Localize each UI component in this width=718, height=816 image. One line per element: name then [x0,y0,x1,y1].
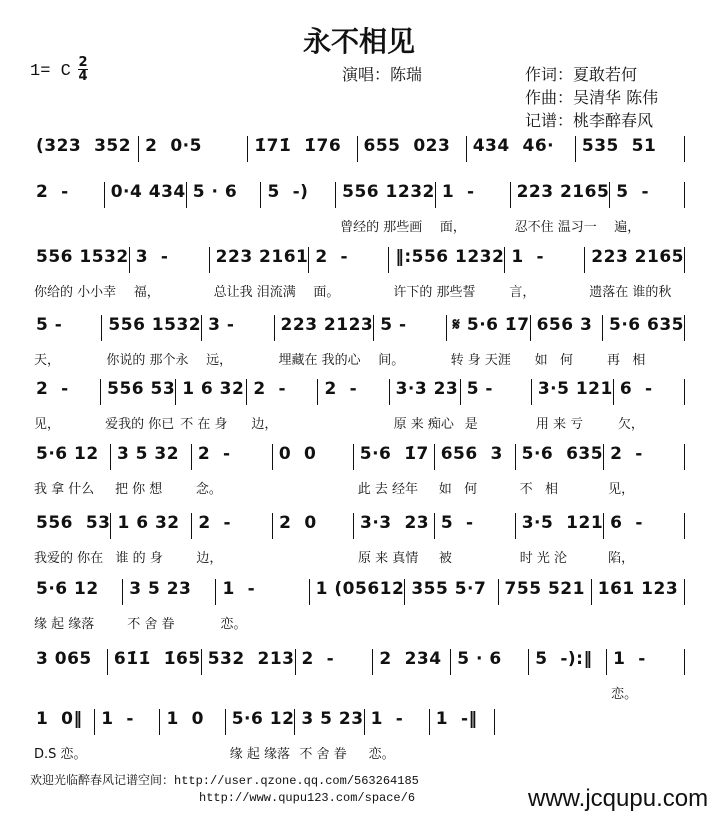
measure [365,709,430,762]
measure-notes: 2 - [610,444,643,464]
measure-notes: 3 5 32 [116,444,180,464]
measure-notes: 61̇1̇ 1̇65 [113,649,201,669]
measure-notes: 556 1232 [342,182,435,202]
lyric: 不 相 [519,482,559,497]
footer-welcome: 欢迎光临醉春风记谱空间：http://user.qzone.qq.com/563264185 [30,774,419,788]
measure-notes: 5 · 6 [457,649,502,669]
measure [30,182,105,208]
lyric: 边， [251,417,278,432]
measure [435,444,516,497]
measure [374,315,446,368]
measure-notes: 223 2165 [591,247,684,267]
measure [511,182,611,235]
lyric: 是 [464,417,478,432]
lyric: 言， [509,285,536,300]
score-row [30,136,685,162]
measure [248,136,357,162]
measure [604,513,685,566]
measure [30,315,102,368]
lyric: 不 舍 眷 [127,617,175,632]
measure [430,709,495,735]
measure [516,444,604,497]
measure [160,709,225,735]
lyric: 被 [438,551,452,566]
measure [192,513,273,566]
lyric: 恋。 [220,617,247,632]
measure-notes: 2 234 [379,649,442,669]
measure [111,444,192,497]
time-signature [78,56,88,83]
measure-notes: 5 - [440,513,474,533]
measure [247,379,318,432]
lyric: 福， [133,285,160,300]
measure [354,513,435,566]
watermark: www.jcqupu.com [528,785,709,812]
lyric: 你给的 小小幸 [34,285,117,300]
song-title: 永不相见 [302,25,415,58]
measure [358,136,467,162]
lyric: 念。 [195,482,222,497]
measure-notes: 1 - [441,182,475,202]
lyric: 陷， [608,551,635,566]
lyric: 见， [608,482,635,497]
measure [461,379,532,432]
lyric: 转 身 天涯 [450,353,511,368]
lyric: 远， [206,353,233,368]
measure [604,444,685,497]
measure-notes: 1 - [101,709,134,729]
measure [101,379,176,432]
measure-notes: 5·6 12 [36,579,99,599]
measure [531,315,603,368]
measure [202,649,296,675]
time-sig-bottom: 4 [78,69,88,84]
measure-notes: 556 53 [36,513,111,533]
measure [210,247,310,300]
measure [102,315,202,368]
measure-notes: 656 3 [536,315,593,335]
measure [130,247,210,300]
lyric: 如 何 [534,353,573,368]
lyric: 遍， [614,220,641,235]
measure-notes: 1 -‖ [435,709,478,729]
measure [202,315,274,368]
lyric: 欠， [617,417,644,432]
measure [216,579,309,632]
lyric: 埋藏在 我的心 [278,353,361,368]
measure [505,247,585,300]
measure-notes: 1 0 [166,709,204,729]
lyric: 忍不住 温习一 [514,220,597,235]
time-sig-top: 2 [78,55,88,70]
lyric: D.S 恋。 [34,747,87,762]
measure [607,649,685,702]
measure-notes: 6 - [619,379,653,399]
measure [295,709,364,762]
lyric: 面， [439,220,466,235]
lyric: 再 相 [606,353,646,368]
measure-notes: 5 - [466,379,493,399]
measure-notes: 434 46· [472,136,555,156]
lyric: 时 光 沦 [519,551,567,566]
transcriber: 记谱：桃李醉春风 [525,111,654,130]
measure-notes: 1 - [370,709,404,729]
lyric: 爱我的 你已 [105,417,175,432]
measure-notes: 𝄋 5·6 1̇7 [452,315,530,335]
lyric: 如 何 [438,482,478,497]
lyric: 天， [34,353,61,368]
measure [592,579,685,605]
composer: 作曲：吴清华 陈伟 [525,88,659,107]
measure [105,182,187,208]
lyric: 你说的 那个永 [106,353,189,368]
measure-notes: 556 1532 [108,315,202,335]
measure-notes: 5 -):‖ [535,649,593,669]
measure [318,379,389,405]
measure-notes: 1 6 32 [117,513,180,533]
measure [529,649,607,675]
measure-notes: 2 0·5 [145,136,202,156]
measure [273,444,354,470]
measure-notes: 2 0 [279,513,317,533]
measure-notes: 161 123 [597,579,679,599]
lyric: 恋。 [368,747,395,762]
measure [310,579,406,605]
measure-notes: 6 - [610,513,643,533]
measure-notes: 532 213 [207,649,295,669]
measure [467,136,576,162]
score-row [30,444,685,497]
score-row [30,182,685,235]
measure [435,513,516,566]
lyric: 我 拿 什么 [34,482,95,497]
measure-notes: (323 352 [36,136,132,156]
measure-notes: 2 - [253,379,287,399]
measure-notes: 5 - [616,182,650,202]
measure [30,136,139,162]
measure-notes: 2 - [324,379,358,399]
measure [187,182,262,208]
measure [451,649,529,675]
measure-notes: 655 023 [363,136,451,156]
measure [226,709,296,762]
measure [309,247,389,300]
lyric: 不 在 身 [180,417,228,432]
measure-notes: 656 3 [440,444,503,464]
measure-notes: 3 065 [36,649,92,669]
measure [273,513,354,539]
lyric: 遗落在 谁的秋 [589,285,672,300]
measure-notes: 3·3 23 [360,513,430,533]
measure [30,513,111,566]
score-row [30,247,685,300]
measure [139,136,248,162]
singer: 演唱：陈瑞 [342,65,423,84]
measure [296,649,374,675]
measure-notes: 5·6 1̇7 [359,444,429,464]
measure [192,444,273,497]
measure-notes: 1 6 32 [182,379,245,399]
measure-notes: ‖:556 1232 [395,247,505,267]
measure [30,247,130,300]
measure [123,579,216,632]
measure-notes: 3 5 23 [301,709,364,729]
measure [447,315,531,368]
measure [610,182,685,235]
measure-notes: 535 51 [581,136,657,156]
measure-notes: 5·6 635 [521,444,604,464]
lyricist: 作词：夏敢若何 [525,65,638,84]
measure-notes: 2 - [301,649,335,669]
measure-notes: 5·6 12 [231,709,295,729]
footer-url: http://www.qupu123.com/space/6 [199,791,416,805]
lyric: 见， [34,417,61,432]
measure [354,444,435,497]
measure-notes: 3·5 121 [537,379,613,399]
measure-notes: 3·5 121 [521,513,604,533]
measure [614,379,685,432]
score-row [30,649,685,702]
measure [499,579,592,605]
score-row [30,579,685,632]
measure [261,182,336,208]
measure-notes: 355 5·7 [411,579,487,599]
lyric: 恋。 [611,687,638,702]
measure [30,379,101,432]
measure [585,247,685,300]
measure-notes: 0 0 [278,444,317,464]
measure [405,579,498,605]
lyric: 谁 的 身 [115,551,163,566]
measure-notes: 3 5 23 [129,579,192,599]
measure-notes: 2 - [36,379,69,399]
lyric: 用 来 亏 [535,417,584,432]
score-row [30,709,495,762]
measure-notes: 1 - [222,579,256,599]
measure [532,379,614,432]
measure [436,182,511,235]
lyric: 缘 起 缘落 [229,747,290,762]
measure [95,709,160,735]
measure-notes: 5 -) [267,182,309,202]
measure [108,649,202,675]
measure-notes: 3 - [208,315,235,335]
measure-notes: 2 - [315,247,349,267]
lyric: 原 来 真情 [358,551,419,566]
measure-notes: 1̇71̇ 1̇76 [254,136,342,156]
score-row [30,315,685,368]
measure-notes: 2 - [36,182,69,202]
lyric: 把 你 想 [114,482,163,497]
lyric: 间。 [378,353,405,368]
measure-notes: 2 - [197,444,231,464]
measure-notes: 5·6 635 [608,315,685,335]
measure-notes: 223 2123 [280,315,374,335]
measure-notes: 1 (05612 [315,579,405,599]
measure-notes: 1 - [613,649,646,669]
measure-notes: 3·3 23 [395,379,459,399]
measure-notes: 0·4 434 [110,182,186,202]
lyric: 许下的 那些誓 [393,285,476,300]
measure [30,444,111,497]
measure-notes: 755 521 [504,579,585,599]
measure [390,379,461,432]
lyric: 面。 [313,285,340,300]
measure-notes: 5 - [36,315,63,335]
score-row [30,379,685,432]
lyric: 边， [196,551,223,566]
measure-notes: 223 2161 [215,247,309,267]
measure [30,709,95,762]
measure [516,513,604,566]
measure-notes: 223 2165 [516,182,610,202]
measure [336,182,436,235]
lyric: 此 去 经年 [357,482,419,497]
key-signature: 1= C [30,62,71,81]
measure-notes: 2 - [198,513,232,533]
measure [389,247,505,300]
measure-notes: 556 1532 [36,247,129,267]
measure [373,649,451,675]
lyric: 曾经的 那些画 [340,220,423,235]
measure-notes: 5 · 6 [192,182,238,202]
measure [111,513,192,566]
measure [603,315,685,368]
measure-notes: 5 - [380,315,407,335]
measure [30,579,123,632]
measure-notes: 1 0‖ [36,709,83,729]
measure-notes: 3 - [135,247,169,267]
measure [176,379,247,432]
lyric: 我爱的 你在 [34,551,104,566]
lyric: 总让我 泪流满 [213,285,296,300]
lyric: 不 舍 眷 [299,747,347,762]
score-row [30,513,685,566]
lyric: 缘 起 缘落 [34,617,95,632]
measure-notes: 5·6 12 [36,444,99,464]
measure-notes: 1 - [511,247,545,267]
measure-notes: 556 53 [107,379,176,399]
measure [30,649,108,675]
lyric: 原 来 痴心 [393,417,454,432]
measure [275,315,375,368]
measure [576,136,685,162]
